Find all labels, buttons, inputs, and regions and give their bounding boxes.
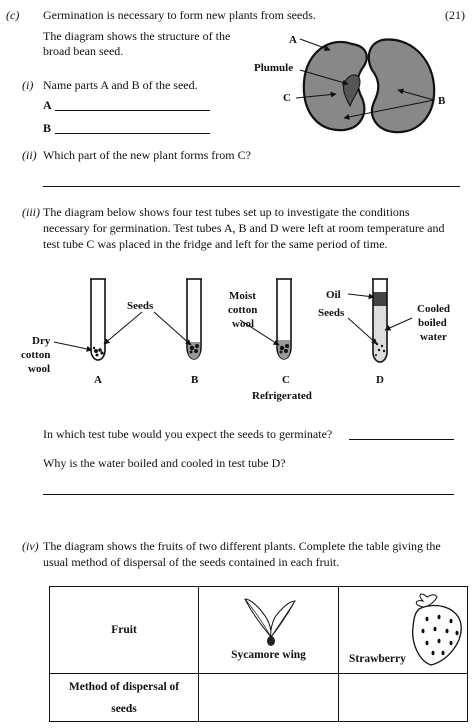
marks: (21)	[445, 8, 465, 22]
fruit-sycamore-label: Sycamore wing	[231, 649, 306, 661]
seed-desc-line1: The diagram shows the structure of the	[43, 29, 231, 43]
q1-label-a: A	[43, 98, 52, 112]
table-cell-sycamore	[199, 587, 339, 674]
q1-label-b: B	[43, 121, 52, 135]
ann-dry: Dry	[32, 335, 51, 347]
test-tube-d	[372, 279, 388, 362]
q4-line1: The diagram shows the fruits of two different plants. Complete the table giving the	[43, 539, 441, 553]
fruit-strawberry-label: Strawberry	[349, 653, 406, 665]
ann-cooled: Cooled	[417, 303, 450, 315]
table-header-dispersal: Method of dispersal of seeds	[50, 674, 199, 722]
ann-refrigerated: Refrigerated	[252, 390, 312, 402]
q3-line3: test tube C was placed in the fridge and left for the same period of time.	[43, 237, 388, 251]
seed-desc-line2: broad bean seed.	[43, 44, 124, 58]
ann-moist-wool: wool	[232, 318, 254, 330]
ann-moist: Moist	[229, 290, 256, 302]
dispersal-table	[49, 586, 468, 722]
seed-label-a: A	[289, 34, 297, 46]
answer-cell-sycamore[interactable]	[199, 674, 339, 722]
q3-number: (iii)	[22, 205, 40, 219]
q4-line2: usual method of dispersal of the seeds contained in each fruit.	[43, 555, 340, 569]
broad-bean-seed	[254, 34, 446, 132]
ann-seeds-1: Seeds	[127, 300, 154, 312]
q2-text: Which part of the new plant forms from C?	[43, 148, 251, 162]
table-cell-strawberry	[339, 587, 468, 674]
tube-label-d: D	[376, 374, 384, 386]
q3-line1: The diagram below shows four test tubes set up to investigate the conditions	[43, 205, 410, 219]
tube-label-a: A	[94, 374, 102, 386]
test-tube-b	[186, 279, 202, 359]
ann-oil: Oil	[326, 289, 341, 301]
test-tube-c	[276, 279, 292, 359]
intro-text: Germination is necessary to form new plants from seeds.	[43, 8, 316, 22]
q4-number: (iv)	[22, 539, 39, 553]
tube-label-b: B	[191, 374, 199, 386]
test-tube-a	[90, 279, 106, 360]
q1-text: Name parts A and B of the seed.	[43, 78, 198, 92]
q3-question-b: Why is the water boiled and cooled in test tube D?	[43, 456, 286, 470]
q2-number: (ii)	[22, 148, 37, 162]
ann-moist-cotton: cotton	[228, 304, 258, 316]
answer-cell-strawberry[interactable]	[339, 674, 468, 722]
seed-half-right	[369, 40, 434, 133]
seed-label-plumule: Plumule	[254, 62, 294, 74]
seed-label-c: C	[283, 92, 291, 104]
tube-label-c: C	[282, 374, 290, 386]
ann-dry-wool: wool	[28, 363, 50, 375]
q3-line2: necessary for germination. Test tubes A, B and D were left at room temperature and	[43, 221, 445, 235]
ann-boiled: boiled	[418, 317, 447, 329]
part-number: (c)	[6, 8, 20, 22]
seed-label-b: B	[438, 95, 446, 107]
q3-question-a: In which test tube would you expect the seeds to germinate?	[43, 427, 333, 441]
table-header-fruit: Fruit	[50, 587, 199, 674]
q1-number: (i)	[22, 78, 34, 92]
ann-dry-cotton: cotton	[21, 349, 51, 361]
ann-seeds-2: Seeds	[318, 307, 345, 319]
ann-water: water	[420, 331, 447, 343]
